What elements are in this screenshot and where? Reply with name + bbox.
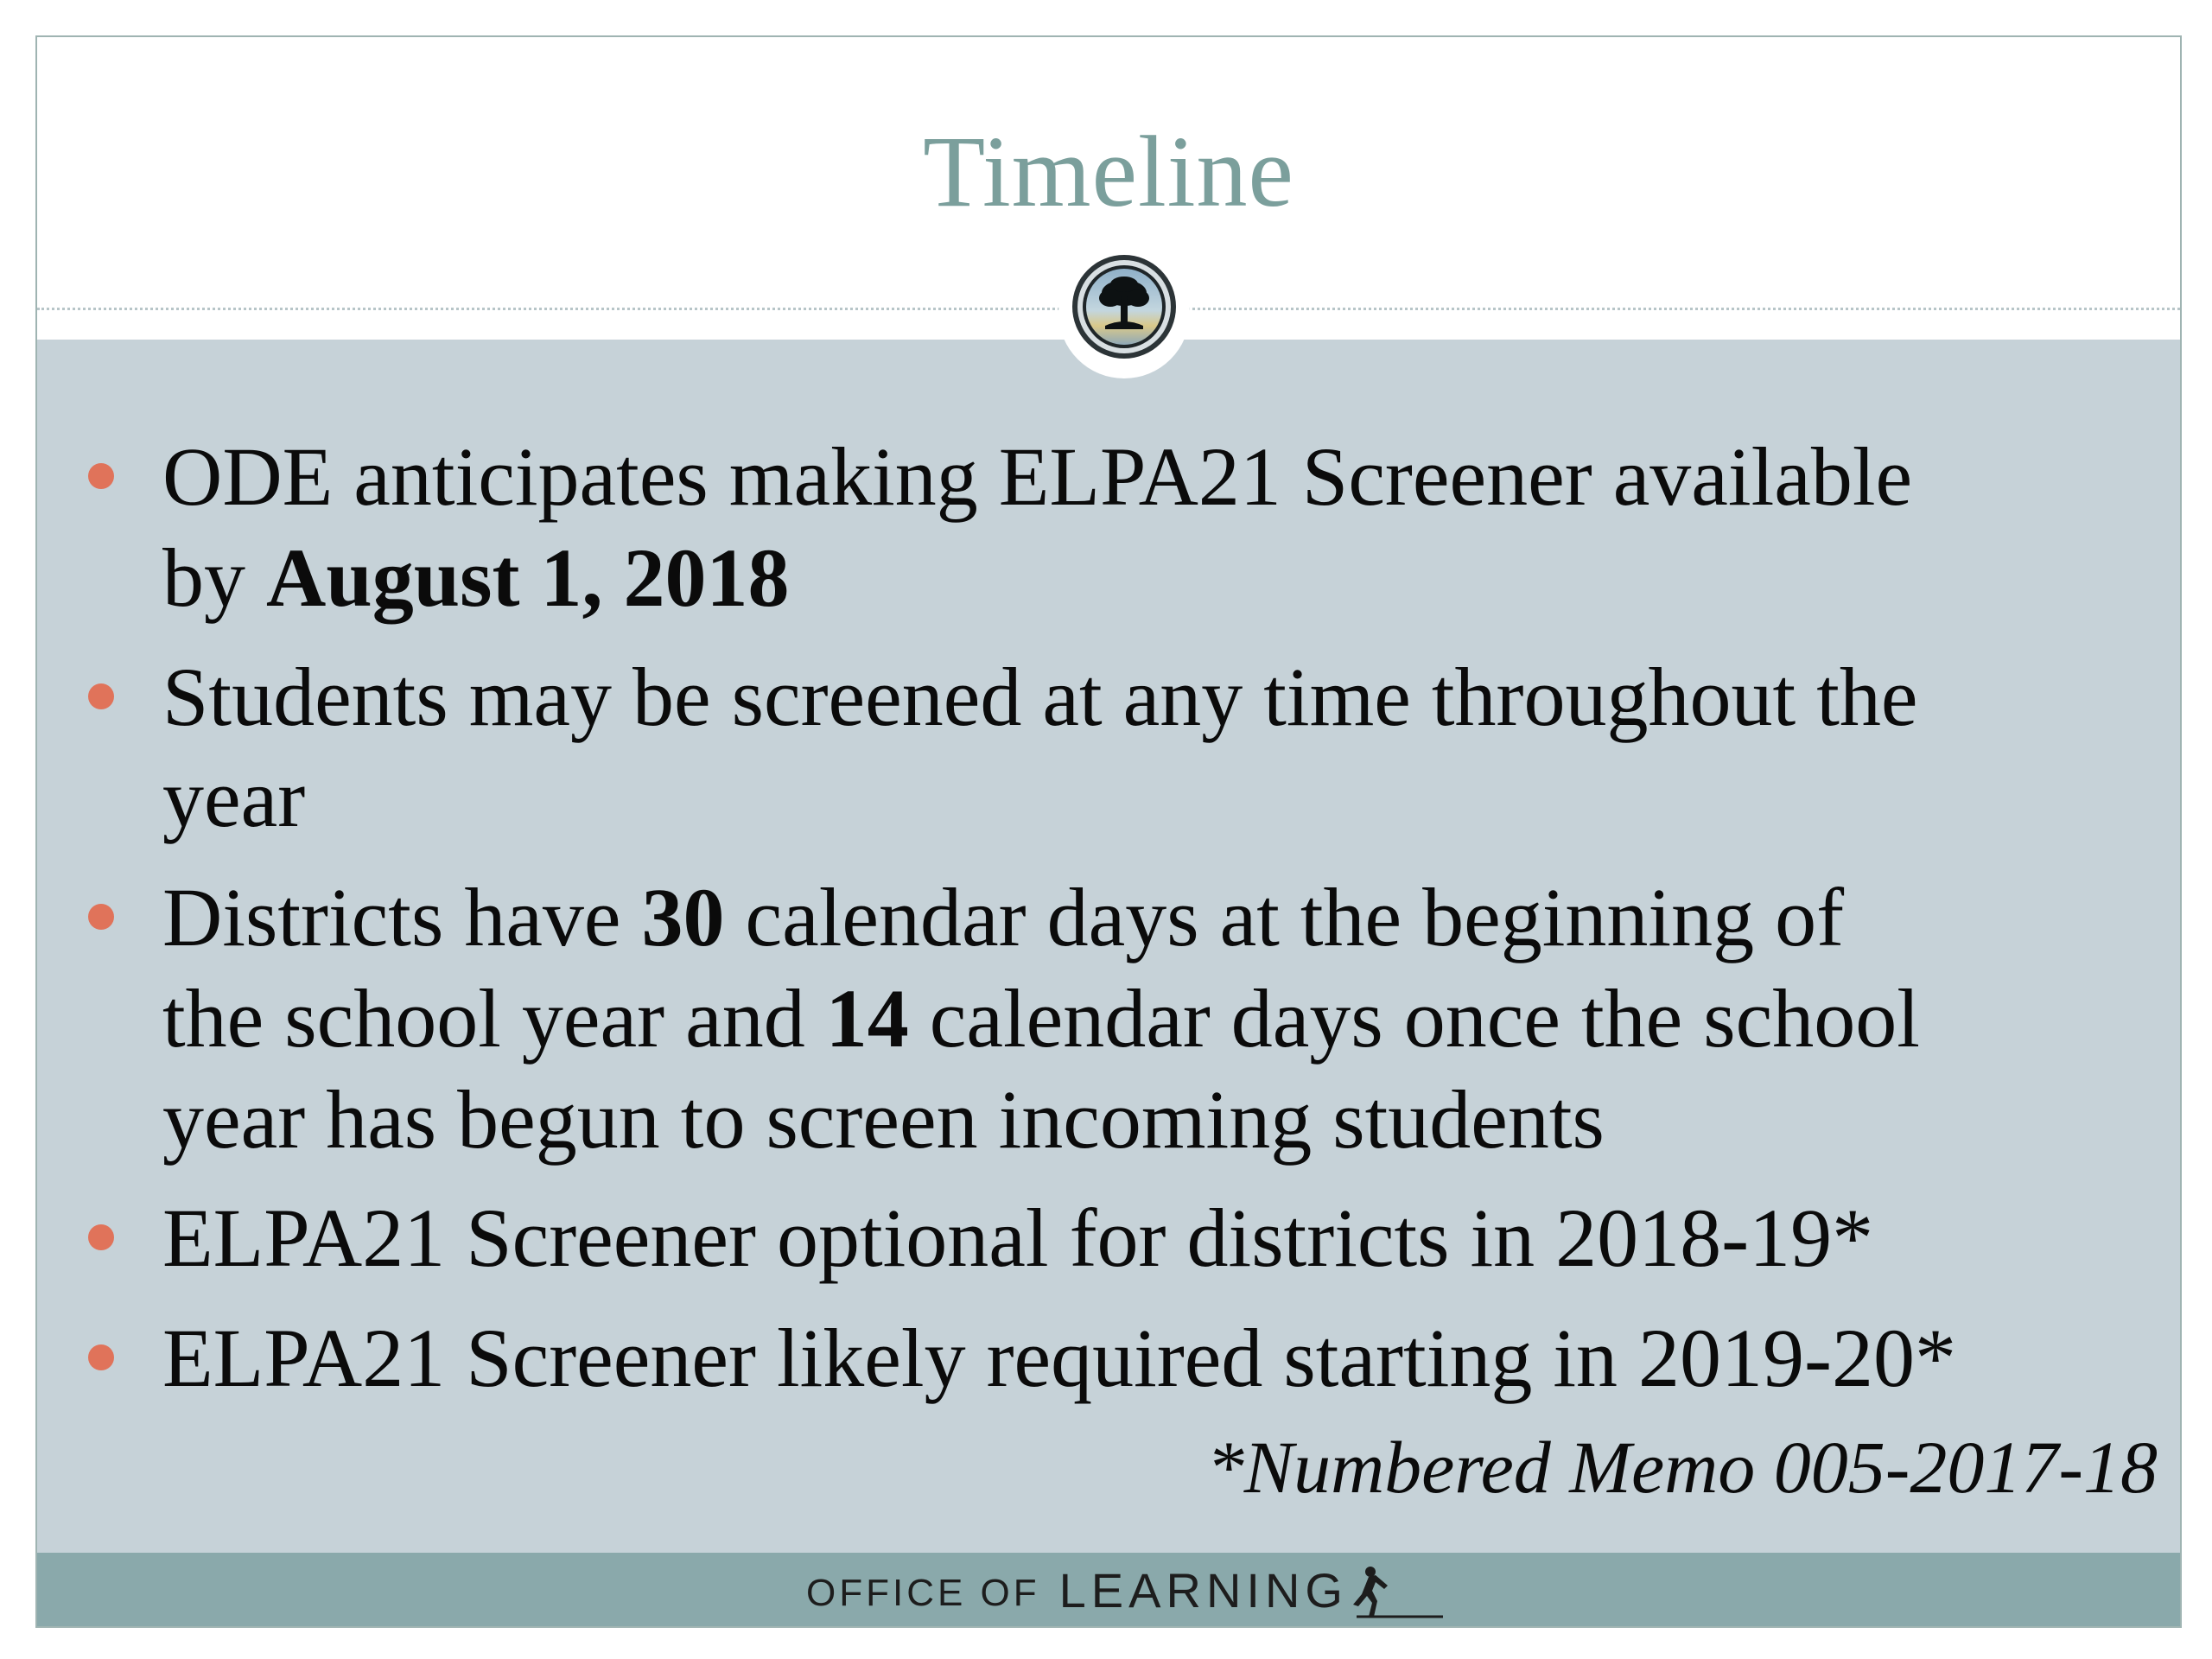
bullet-item	[162, 1187, 2150, 1288]
memo-footnote: *Numbered Memo 005-2017-18	[1206, 1426, 2158, 1509]
logo-text-big: LEARNING	[1058, 1563, 1348, 1618]
oak-tree-seal-icon	[1071, 253, 1178, 360]
bullet-dot-icon	[88, 683, 114, 709]
bullet-dot-icon	[88, 1224, 114, 1250]
running-figure-icon	[1350, 1565, 1445, 1622]
bullet-bold-number: 14	[825, 972, 909, 1065]
office-of-learning-logo	[806, 1561, 1445, 1622]
bullet-bold-number: 30	[641, 871, 725, 963]
bullet-text: ODE anticipates making ELPA21 Screener available	[162, 430, 1913, 523]
bullet-item	[162, 646, 2150, 849]
bullet-dot-icon	[88, 463, 114, 489]
bullet-dot-icon	[88, 1344, 114, 1370]
bullet-dot-icon	[88, 904, 114, 930]
bullet-text: year	[162, 752, 306, 844]
content-area	[37, 340, 2180, 1553]
slide	[35, 35, 2182, 1628]
bullet-text: calendar days once the school	[908, 972, 1920, 1065]
bullet-bold-date: August 1, 2018	[266, 531, 790, 624]
bullet-text: year has begun to screen incoming students	[162, 1073, 1605, 1166]
bullet-text: ELPA21 Screener likely required starting in 2019-20*	[162, 1312, 1956, 1404]
bullet-text: calendar days at the beginning of	[724, 871, 1845, 963]
bullet-item	[162, 1307, 2150, 1408]
bullet-text: by	[162, 531, 266, 624]
bullet-text: Districts have	[162, 871, 642, 963]
logo-text-small: OFFICE OF	[806, 1572, 1040, 1614]
bullet-text: ELPA21 Screener optional for districts in 2018-19*	[162, 1192, 1874, 1284]
bullet-list	[37, 340, 2180, 1553]
bullet-text: the school year and	[162, 972, 826, 1065]
footer-bar	[37, 1553, 2180, 1628]
bullet-item	[162, 867, 2150, 1170]
slide-title: Timeline	[923, 115, 1294, 228]
bullet-item	[162, 426, 2150, 628]
bullet-text: Students may be screened at any time throughout the	[162, 651, 1918, 743]
